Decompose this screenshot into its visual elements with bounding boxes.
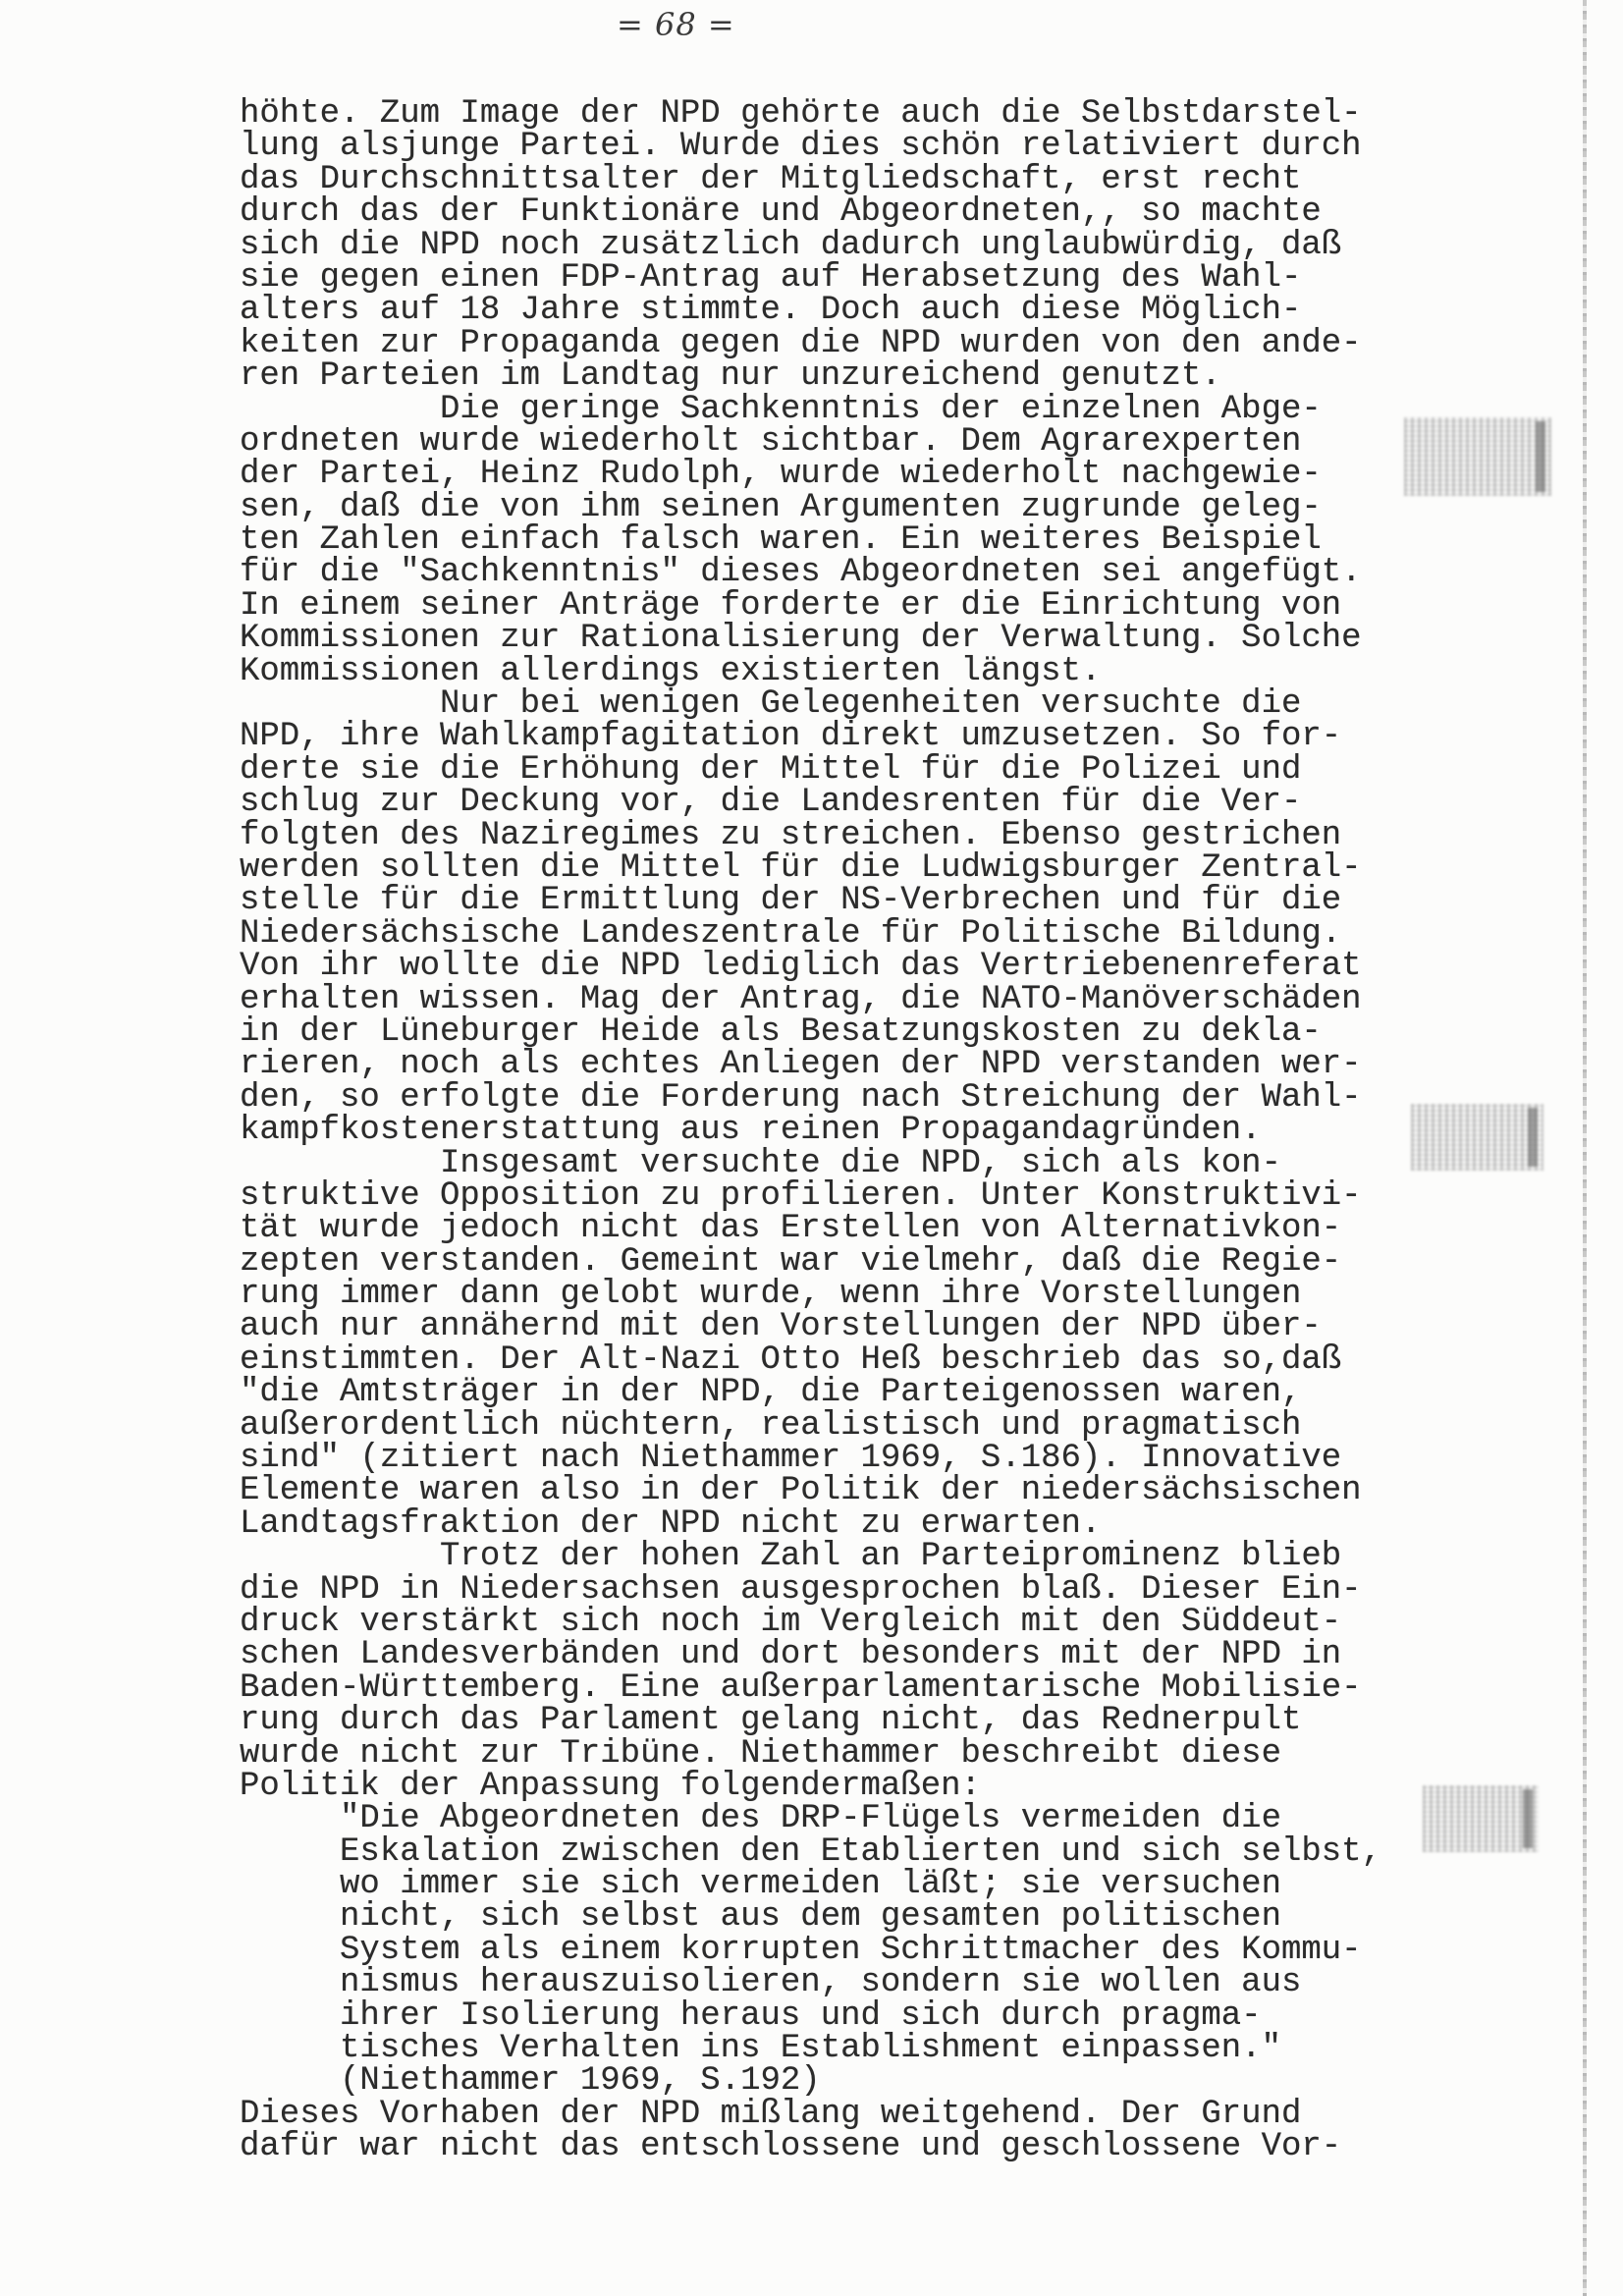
quote-citation: (Niethammer 1969, S.192) — [340, 2062, 821, 2101]
text-line: folgten des Naziregimes zu streichen. Ebenso gestrichen — [240, 816, 1342, 854]
text-line: wurde nicht zur Tribüne. Niethammer beschreibt diese — [240, 1734, 1281, 1773]
text-line: Kommissionen zur Rationalisierung der Verwaltung. Solche — [240, 620, 1362, 658]
text-line: sind" (zitiert nach Niethammer 1969, S.186). Innovative — [240, 1440, 1342, 1478]
text-line: den, so erfolgte die Forderung nach Streichung der Wahl- — [240, 1078, 1362, 1117]
text-line: Landtagsfraktion der NPD nicht zu erwarten. — [240, 1504, 1102, 1543]
text-line: Von ihr wollte die NPD lediglich das Vertriebenenreferat — [240, 948, 1362, 986]
text-line: keiten zur Propaganda gegen die NPD wurden von den ande- — [240, 324, 1362, 362]
text-line: für die "Sachkenntnis" dieses Abgeordneten sei angefügt. — [240, 554, 1362, 592]
quote-line: nicht, sich selbst aus dem gesamten politischen — [340, 1898, 1281, 1937]
text-line: Elemente waren also in der Politik der niedersächsischen — [240, 1472, 1362, 1510]
text-line: die NPD in Niedersachsen ausgesprochen blaß. Dieser Ein- — [240, 1570, 1362, 1609]
text-line: schen Landesverbänden und dort besonders mit der NPD in — [240, 1636, 1342, 1674]
quote-line: "Die Abgeordneten des DRP-Flügels vermeiden die — [340, 1800, 1281, 1838]
quote-line: tisches Verhalten ins Establishment einpassen." — [340, 2030, 1281, 2068]
text-line: einstimmten. Der Alt-Nazi Otto Heß beschrieb das so,daß — [240, 1340, 1342, 1379]
text-line: auch nur annähernd mit den Vorstellungen der NPD über- — [240, 1308, 1322, 1346]
text-line: rung durch das Parlament gelang nicht, das Rednerpult — [240, 1702, 1302, 1740]
text-line: Kommissionen allerdings existierten längst. — [240, 652, 1102, 690]
body-text — [240, 95, 1467, 2166]
text-line: werden sollten die Mittel für die Ludwigsburger Zentral- — [240, 848, 1362, 887]
quote-line: Eskalation zwischen den Etablierten und sich selbst, — [340, 1832, 1381, 1871]
paragraph — [240, 95, 1467, 396]
text-line: struktive Opposition zu profilieren. Unter Konstruktivi- — [240, 1176, 1362, 1215]
text-line: lung alsjunge Partei. Wurde dies schön relativiert durch — [240, 128, 1362, 166]
text-line: erhalten wissen. Mag der Antrag, die NATO-Manöverschäden — [240, 980, 1362, 1018]
paragraph — [240, 1144, 1467, 1543]
text-line: sie gegen einen FDP-Antrag auf Herabsetzung des Wahl- — [240, 258, 1302, 297]
text-line: Insgesamt versuchte die NPD, sich als kon- — [440, 1144, 1281, 1182]
paragraph — [240, 2095, 1467, 2166]
text-line: rieren, noch als echtes Anliegen der NPD verstanden wer- — [240, 1046, 1362, 1084]
text-line: höhte. Zum Image der NPD gehörte auch die Selbstdarstel- — [240, 95, 1362, 133]
text-line: dafür war nicht das entschlossene und geschlossene Vor- — [240, 2128, 1342, 2166]
text-line: außerordentlich nüchtern, realistisch und pragmatisch — [240, 1406, 1302, 1445]
text-line: Dieses Vorhaben der NPD mißlang weitgehend. Der Grund — [240, 2095, 1302, 2133]
text-line: ren Parteien im Landtag nur unzureichend genutzt. — [240, 357, 1221, 396]
paragraph — [240, 390, 1467, 690]
paragraph — [240, 685, 1467, 1150]
text-line: durch das der Funktionäre und Abgeordneten,, so machte — [240, 193, 1322, 232]
text-line: ten Zahlen einfach falsch waren. Ein weiteres Beispiel — [240, 521, 1322, 560]
text-line: in der Lüneburger Heide als Besatzungskosten zu dekla- — [240, 1012, 1322, 1051]
quote-line: wo immer sie sich vermeiden läßt; sie versuchen — [340, 1866, 1281, 1904]
block-quote — [240, 1800, 1467, 2101]
quote-line: System als einem korrupten Schrittmacher des Kommu- — [340, 1931, 1362, 1969]
text-line: stelle für die Ermittlung der NS-Verbrechen und für die — [240, 882, 1342, 920]
text-line: derte sie die Erhöhung der Mittel für die Polizei und — [240, 750, 1302, 789]
text-line: Niedersächsische Landeszentrale für Politische Bildung. — [240, 914, 1342, 953]
text-line: das Durchschnittsalter der Mitgliedschaft, erst recht — [240, 160, 1302, 198]
quote-line: nismus herauszuisolieren, sondern sie wollen aus — [340, 1964, 1302, 2002]
text-line: ordneten wurde wiederholt sichtbar. Dem Agrarexperten — [240, 422, 1302, 461]
text-line: alters auf 18 Jahre stimmte. Doch auch diese Möglich- — [240, 292, 1302, 330]
text-line: druck verstärkt sich noch im Vergleich mit den Süddeut- — [240, 1603, 1342, 1641]
text-line: NPD, ihre Wahlkampfagitation direkt umzusetzen. So for- — [240, 718, 1342, 756]
text-line: Trotz der hohen Zahl an Parteiprominenz blieb — [440, 1538, 1342, 1576]
text-line: zepten verstanden. Gemeint war vielmehr, daß die Regie- — [240, 1242, 1342, 1281]
quote-line: ihrer Isolierung heraus und sich durch pragma- — [340, 1996, 1262, 2035]
text-line: kampfkostenerstattung aus reinen Propagandagründen. — [240, 1112, 1262, 1150]
text-line: schlug zur Deckung vor, die Landesrenten für die Ver- — [240, 784, 1302, 822]
text-line: tät wurde jedoch nicht das Erstellen von Alternativkon- — [240, 1210, 1342, 1248]
text-line: Nur bei wenigen Gelegenheiten versuchte die — [440, 685, 1302, 724]
scan-edge-shadow — [1583, 0, 1587, 2296]
page-number: = 68 = — [617, 6, 735, 43]
text-line: der Partei, Heinz Rudolph, wurde wiederholt nachgewie- — [240, 456, 1322, 494]
paragraph — [240, 1538, 1467, 1805]
text-line: "die Amtsträger in der NPD, die Parteigenossen waren, — [240, 1374, 1302, 1412]
text-line: rung immer dann gelobt wurde, wenn ihre Vorstellungen — [240, 1276, 1302, 1314]
text-line: Baden-Württemberg. Eine außerparlamentarische Mobilisie- — [240, 1668, 1362, 1707]
text-line: In einem seiner Anträge forderte er die Einrichtung von — [240, 586, 1342, 625]
text-line: sen, daß die von ihm seinen Argumenten zugrunde geleg- — [240, 488, 1322, 526]
text-line: Politik der Anpassung folgendermaßen: — [240, 1767, 981, 1805]
text-line: sich die NPD noch zusätzlich dadurch unglaubwürdig, daß — [240, 226, 1342, 264]
text-line: Die geringe Sachkenntnis der einzelnen Abge- — [440, 390, 1322, 428]
